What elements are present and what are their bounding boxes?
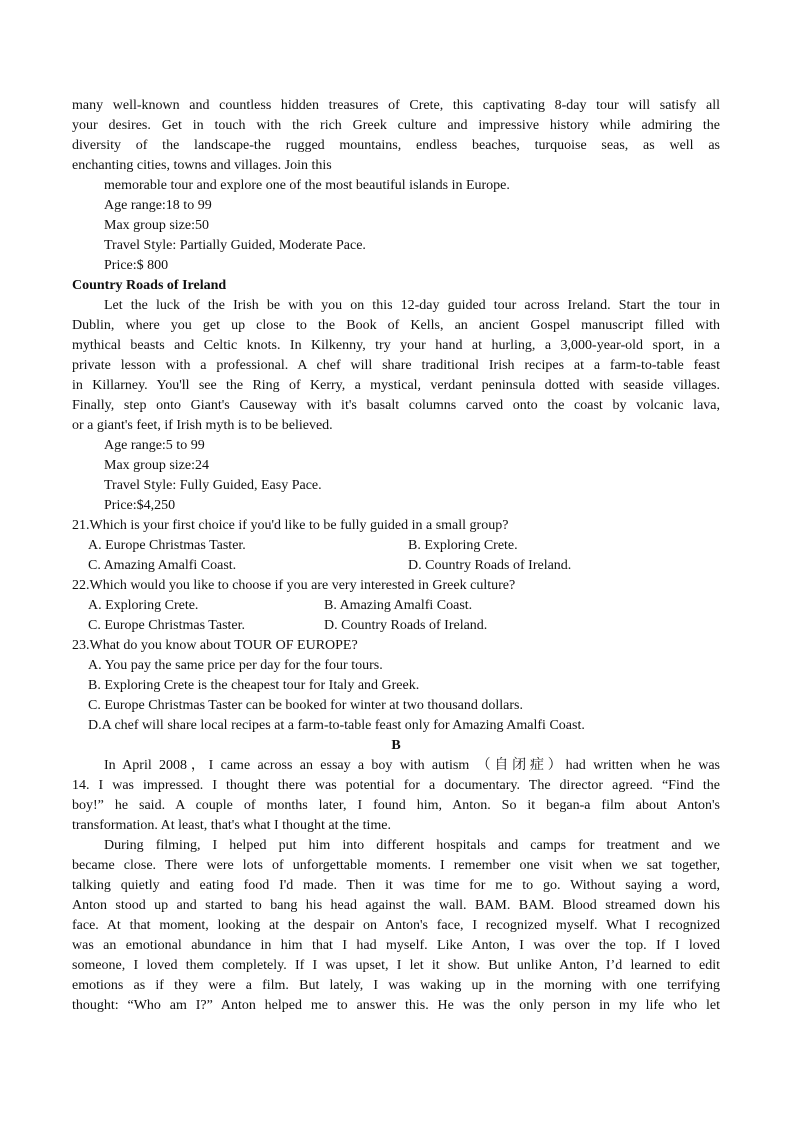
option-b[interactable]: B. Amazing Amalfi Coast. <box>324 598 473 613</box>
text-line: thought: “Who am I?” Anton helped me to answer this. He was the only person in my life who let <box>72 998 720 1013</box>
section-title: Country Roads of Ireland <box>72 278 227 293</box>
text-line: Let the luck of the Irish be with you on this 12-day guided tour across Ireland. Start the tour in <box>104 298 720 313</box>
option-b[interactable]: B. Exploring Crete. <box>408 538 518 553</box>
passage-b <box>72 736 720 1016</box>
option-c[interactable]: C. Europe Christmas Taster. <box>88 618 246 633</box>
question-stem: 21.Which is your first choice if you'd like to be fully guided in a small group? <box>72 518 509 533</box>
option-d[interactable]: D. Country Roads of Ireland. <box>324 618 488 633</box>
option-a[interactable]: A. Europe Christmas Taster. <box>88 538 246 553</box>
age-range: Age range:18 to 99 <box>104 198 212 213</box>
text-line: or a giant's feet, if Irish myth is to be believed. <box>72 418 333 433</box>
option-c[interactable]: C. Europe Christmas Taster can be booked for winter at two thousand dollars. <box>88 698 523 713</box>
exam-page <box>72 96 720 1016</box>
age-range: Age range:5 to 99 <box>104 438 205 453</box>
option-c[interactable]: C. Amazing Amalfi Coast. <box>88 558 237 573</box>
text-line: many well-known and countless hidden treasures of Crete, this captivating 8-day tour will satisfy all <box>72 98 720 113</box>
option-row <box>72 596 720 616</box>
price: Price:$ 800 <box>104 258 169 273</box>
text-line: emotions as if they were a film. But lately, I was waking up in the morning with one terrifying <box>72 978 720 993</box>
text-line: Dublin, where you get up close to the Book of Kells, an ancient Gospel manuscript filled with <box>72 318 720 333</box>
text-line: During filming, I helped put him into different hospitals and camps for treatment and we <box>104 838 720 853</box>
question-stem: 23.What do you know about TOUR OF EUROPE? <box>72 638 358 653</box>
text-line: enchanting cities, towns and villages. Join this <box>72 158 332 173</box>
text-line: private lesson with a professional. A chef will share traditional Irish recipes at a farm-to-table feast <box>72 358 720 373</box>
text-line: 14. I was impressed. I thought there was potential for a documentary. The director agreed. “Find the <box>72 778 720 793</box>
price: Price:$4,250 <box>104 498 176 513</box>
option-row <box>72 536 720 556</box>
text-line: transformation. At least, that's what I thought at the time. <box>72 818 392 833</box>
question-stem: 22.Which would you like to choose if you are very interested in Greek culture? <box>72 578 516 593</box>
ireland-section <box>72 276 720 516</box>
text-line: Anton stood up and started to bang his head against the wall. BAM. BAM. Blood streamed down his <box>72 898 720 913</box>
travel-style: Travel Style: Fully Guided, Easy Pace. <box>104 478 322 493</box>
text-line: mythical beasts and Celtic knots. In Kilkenny, try your hand at hurling, a 3,000-year-old sport, in a <box>72 338 720 353</box>
text-line: someone, I loved them completely. If I was upset, I let it show. But unlike Anton, I’d learned to edit <box>72 958 720 973</box>
text-line: your desires. Get in touch with the rich Greek culture and impressive history while admiring the <box>72 118 720 133</box>
option-b[interactable]: B. Exploring Crete is the cheapest tour for Italy and Greek. <box>88 678 420 693</box>
question-22 <box>72 576 720 636</box>
crete-paragraph <box>72 96 720 276</box>
option-d[interactable]: D. Country Roads of Ireland. <box>408 558 572 573</box>
option-row <box>72 556 720 576</box>
text-line: diversity of the landscape-the rugged mountains, endless beaches, turquoise seas, as well as <box>72 138 720 153</box>
text-line: In April 2008，I came across an essay a boy with autism （自闭症）had written when he was <box>104 758 720 773</box>
passage-heading: B <box>391 738 401 753</box>
option-d[interactable]: D.A chef will share local recipes at a farm-to-table feast only for Amazing Amalfi Coast. <box>88 718 585 733</box>
option-a[interactable]: A. Exploring Crete. <box>88 598 199 613</box>
text-line: was an emotional abundance in him that I had myself. Like Anton, I was over the top. If I loved <box>72 938 720 953</box>
question-21 <box>72 516 720 576</box>
text-line: boy!” he said. A couple of months later, I found him, Anton. So it began-a film about Anton's <box>72 798 720 813</box>
question-23 <box>72 636 720 736</box>
text-line: in Killarney. You'll see the Ring of Kerry, a mystical, verdant peninsula dotted with seaside villages. <box>72 378 720 393</box>
max-group-size: Max group size:24 <box>104 458 209 473</box>
max-group-size: Max group size:50 <box>104 218 209 233</box>
option-a[interactable]: A. You pay the same price per day for the four tours. <box>88 658 383 673</box>
text-line: talking quietly and eating food I'd made. Then it was time for me to go. Without saying a word, <box>72 878 720 893</box>
text-line: face. At that moment, looking at the despair on Anton's face, I recognized myself. What I recognized <box>72 918 720 933</box>
option-row <box>72 616 720 636</box>
text-line: became close. There were lots of unforgettable moments. I remember one visit when we sat together, <box>72 858 720 873</box>
text-line: memorable tour and explore one of the most beautiful islands in Europe. <box>104 178 510 193</box>
text-line: Finally, step onto Giant's Causeway with it's basalt columns carved onto the coast by volcanic lava, <box>72 398 720 413</box>
travel-style: Travel Style: Partially Guided, Moderate Pace. <box>104 238 366 253</box>
